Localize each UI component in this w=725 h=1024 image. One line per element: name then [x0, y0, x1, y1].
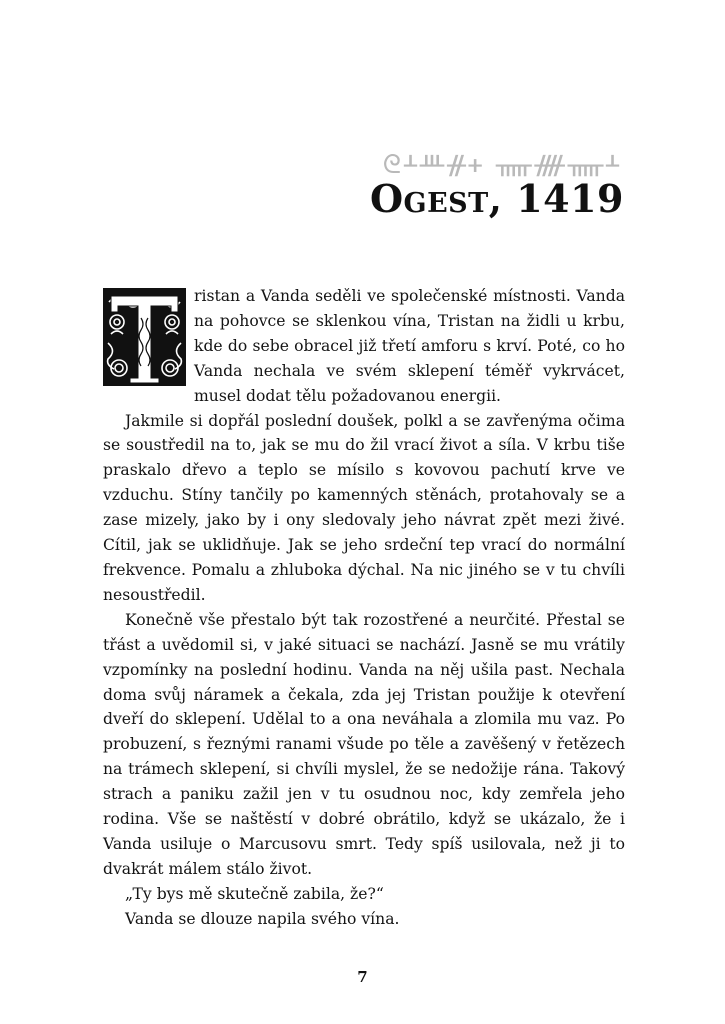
paragraph-5: Vanda se dlouze napila svého vína. [125, 909, 400, 928]
paragraph-4-dialogue: „Ty bys mě skutečně zabila, že?“ [125, 884, 384, 903]
chapter-ornament-glyphs: ᘓᚆᚈᚌᚐ ᚅᚎᚅᚆ [382, 150, 622, 180]
chapter-body [103, 284, 625, 932]
dropcap-ornament-icon [103, 288, 186, 386]
chapter-title: Ogest, 1419 [369, 176, 624, 221]
ornamental-dropcap [103, 288, 186, 386]
paragraph-1-text: ristan a Vanda seděli ve společenské místnosti. Vanda na pohovce se sklenkou vína, Tristan na židli u krbu, kde do sebe obracel již třetí amforu s krví. Poté, co ho Vanda nechala ve svém sklepení téměř vykrvácet, musel dodat tělu požadovanou energii. [194, 287, 625, 405]
page-number: 7 [357, 968, 368, 986]
paragraph-3: Konečně vše přestalo být tak rozostřené a neurčité. Přestal se třást a uvědomil si, v jaké situaci se nachází. Jasně se mu vrátily vzpomínky na poslední hodinu. Vanda na něj ušila past. Nechala doma svůj náramek a čekala, zda jej Tristan použije k otevření dveří do sklepení. Udělal to a ona neváhala a zlomila mu vaz. Po probuzení, s řeznými ranami všude po těle a zavěšený v řetězech na trámech sklepení, si chvíli myslel, že se nedožije rána. Takový strach a paniku zažil jen v tu osudnou noc, kdy zemřela jeho rodina. Vše se naštěstí v dobré obrátilo, když se ukázalo, že i Vanda usiluje o Marcusovu smrt. Tedy spíš usilovala, než ji to dvakrát málem stálo život. [103, 610, 625, 878]
paragraph-2: Jakmile si dopřál poslední doušek, polkl a se zavřenýma očima se soustředil na to, jak se mu do žil vrací život a síla. V krbu tiše praskalo dřevo a teplo se mísilo s kovovou pachutí krve ve vzduchu. Stíny tančily po kamenných stěnách, protahovaly se a zase mizely, jako by i ony sledovaly jeho návrat zpět mezi živé. Cítil, jak se uklidňuje. Jak se jeho srdeční tep vrací do normální frekvence. Pomalu a zhluboka dýchal. Na nic jiného se v tu chvíli nesoustředil. [103, 411, 625, 604]
paragraph-1 [103, 284, 625, 409]
